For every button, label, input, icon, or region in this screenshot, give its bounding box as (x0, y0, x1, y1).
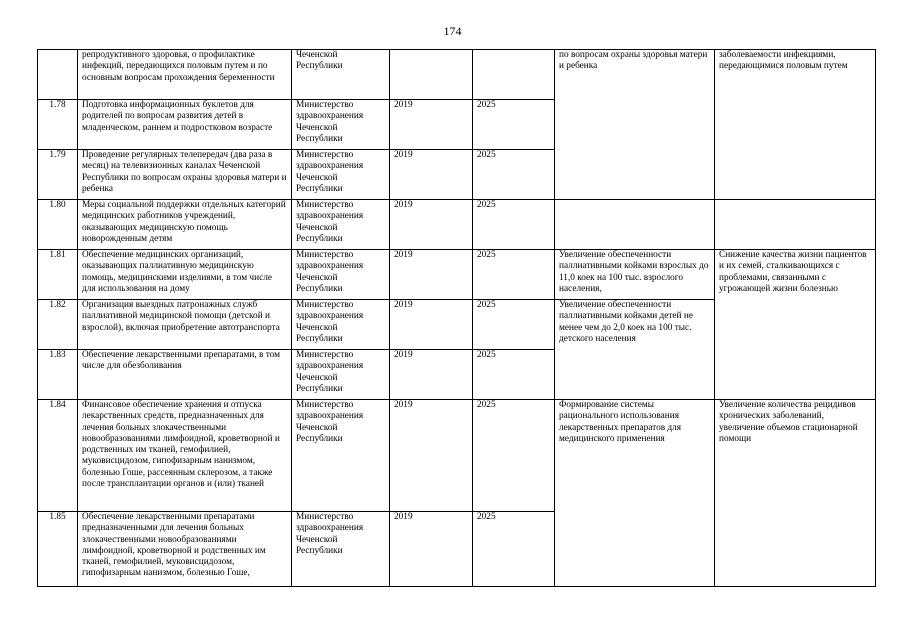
start-year: 2019 (390, 250, 473, 300)
executor: Министерство здравоохранения Чеченской Республики (292, 512, 390, 587)
row-number: 1.84 (38, 400, 78, 512)
table-row (38, 200, 876, 250)
executor: Министерство здравоохранения Чеченской Республики (292, 200, 390, 250)
consequence: заболеваемости инфекциями, передающимися половым путем (715, 50, 876, 200)
end-year: 2025 (473, 200, 555, 250)
end-year: 2025 (473, 250, 555, 300)
activity-name: Обеспечение лекарственными препаратами предназначенными для лечения больных злокачественными новообразованиями лимфоидной, кроветворной и родственных им тканей, гемофилией, муковисцидозом, гипофизарным нанизмом, болезнью Гоше, (78, 512, 292, 587)
row-number: 1.80 (38, 200, 78, 250)
expected-result: по вопросам охраны здоровья матери и ребенка (555, 50, 715, 200)
expected-result: Формирование системы рационального использования лекарственных препаратов для медицинского применения (555, 400, 715, 587)
activity-name: Меры социальной поддержки отдельных категорий медицинских работников учреждений, оказывающих медицинскую помощь новорожденным детям (78, 200, 292, 250)
activity-name: Обеспечение медицинских организаций, оказывающих паллиативную медицинскую помощь, медицинскими изделиями, в том числе для использования на дому (78, 250, 292, 300)
end-year: 2025 (473, 150, 555, 200)
executor: Министерство здравоохранения Чеченской Республики (292, 350, 390, 400)
row-number: 1.81 (38, 250, 78, 300)
consequence (715, 200, 876, 250)
expected-result (555, 200, 715, 250)
activity-name: Организация выездных патронажных служб паллиативной медицинской помощи (детской и взрослой), включая приобретение автотранспорта (78, 300, 292, 350)
start-year: 2019 (390, 400, 473, 512)
end-year: 2025 (473, 300, 555, 350)
table-row (38, 50, 876, 100)
row-number: 1.78 (38, 100, 78, 150)
start-year: 2019 (390, 150, 473, 200)
activity-name: Подготовка информационных буклетов для родителей по вопросам развития детей в младенческом, раннем и подростковом возрасте (78, 100, 292, 150)
executor: Министерство здравоохранения Чеченской Республики (292, 250, 390, 300)
row-number (38, 50, 78, 100)
end-year: 2025 (473, 350, 555, 400)
activity-name: Финансовое обеспечение хранения и отпуска лекарственных средств, предназначенных для лечения больных злокачественными новообразованиями лимфоидной, кроветворной и родственных им тканей, гемофилией, муковисцидозом, гипофизарным нанизмом, болезнью Гоше, рассеянным склерозом, а также после трансплантации органов и (или) тканей (78, 400, 292, 512)
end-year: 2025 (473, 100, 555, 150)
table-row (38, 250, 876, 300)
row-number: 1.82 (38, 300, 78, 350)
executor: Министерство здравоохранения Чеченской Республики (292, 100, 390, 150)
activity-name: репродуктивного здоровья, о профилактике инфекций, передающихся половым путем и по основным вопросам прохождения беременности (78, 50, 292, 100)
row-number: 1.85 (38, 512, 78, 587)
page-number: 174 (443, 24, 462, 38)
executor: Министерство здравоохранения Чеченской Республики (292, 400, 390, 512)
executor: Министерство здравоохранения Чеченской Республики (292, 300, 390, 350)
executor: Чеченской Республики (292, 50, 390, 100)
start-year: 2019 (390, 100, 473, 150)
end-year (473, 50, 555, 100)
activity-name: Обеспечение лекарственными препаратами, в том числе для обезболивания (78, 350, 292, 400)
executor: Министерство здравоохранения Чеченской Республики (292, 150, 390, 200)
row-number: 1.79 (38, 150, 78, 200)
start-year (390, 50, 473, 100)
activities-table (37, 49, 876, 587)
table-row (38, 400, 876, 512)
end-year: 2025 (473, 400, 555, 512)
end-year: 2025 (473, 512, 555, 587)
start-year: 2019 (390, 512, 473, 587)
start-year: 2019 (390, 350, 473, 400)
expected-result: Увеличение обеспеченности паллиативными койками детей не менее чем до 2,0 коек на 100 тыс. детского населения (555, 300, 715, 400)
consequence: Снижение качества жизни пациентов и их семей, сталкивающихся с проблемами, связанными с угрожающей жизни болезнью (715, 250, 876, 400)
activity-name: Проведение регулярных телепередач (два раза в месяц) на телевизионных каналах Чеченской Республики по вопросам охраны здоровья матери и ребенка (78, 150, 292, 200)
consequence: Увеличение количества рецидивов хронических заболеваний, увеличение объемов стационарной помощи (715, 400, 876, 587)
start-year: 2019 (390, 200, 473, 250)
row-number: 1.83 (38, 350, 78, 400)
expected-result: Увеличение обеспеченности паллиативными койками взрослых до 11,0 коек на 100 тыс. взрослого населения, (555, 250, 715, 300)
start-year: 2019 (390, 300, 473, 350)
